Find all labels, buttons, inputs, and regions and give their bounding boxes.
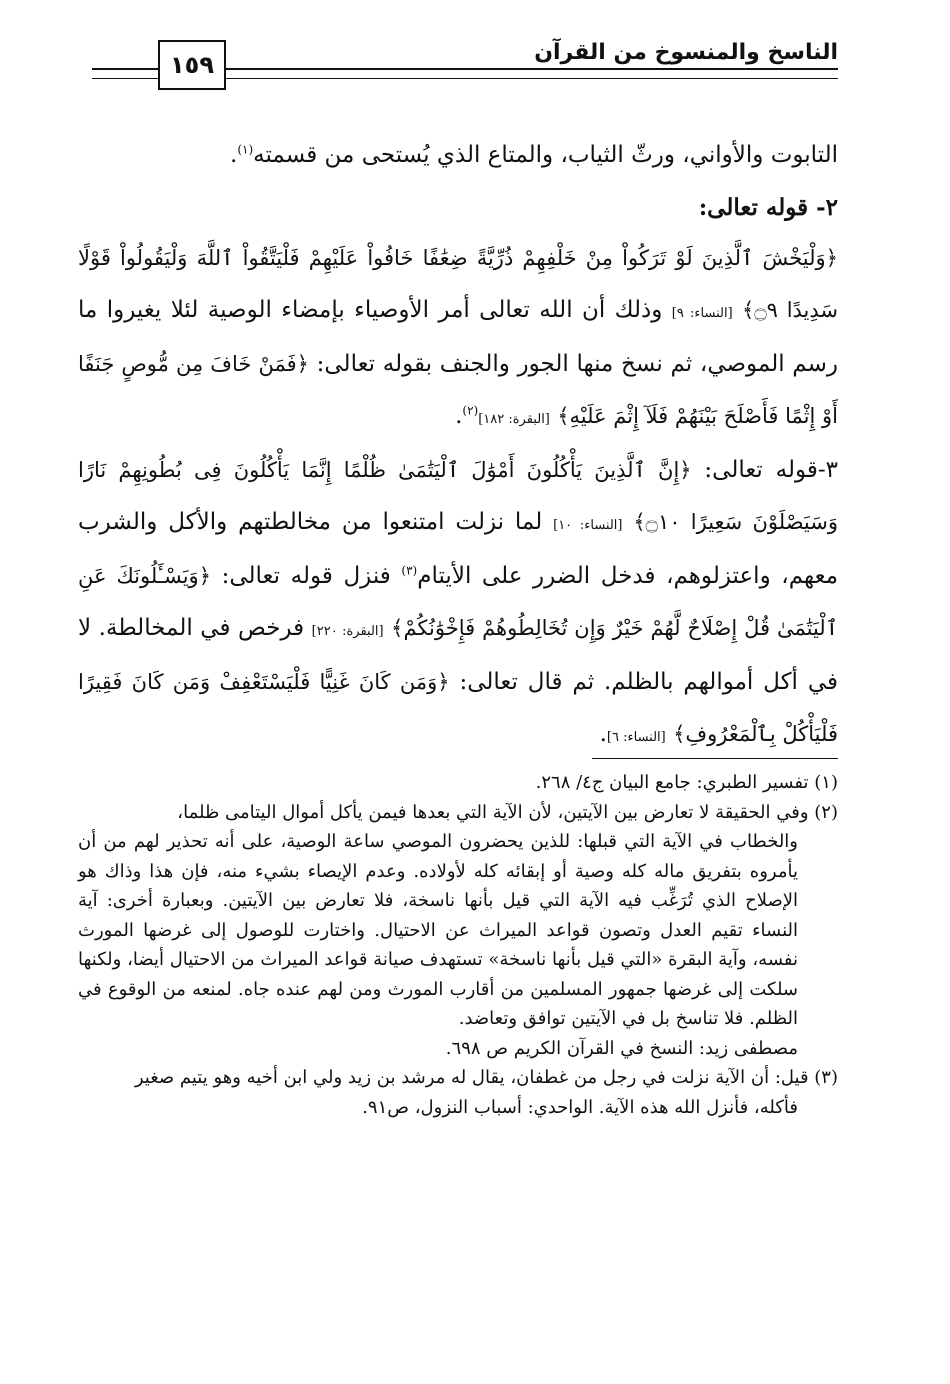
paragraph-1-text: التابوت والأواني، ورثّ الثياب، والمتاع الذي يُستحى من قسمته: [253, 142, 838, 168]
paragraph-2-text: وذلك أن الله تعالى أمر الأوصياء بإمضاء الوصية لئلا يغيروا ما رسم الموصي، ثم نسخ منها الجور والجنف بقوله تعالى:: [78, 296, 838, 377]
footnote-3: (٣) قيل: أن الآية نزلت في رجل من غطفان، يقال له مرشد بن زيد ولي ابن أخيه وهو يتيم صغير: [134, 1067, 838, 1088]
section-heading-2: ٢- قوله تعالى:: [698, 193, 838, 221]
footnotes: [78, 768, 838, 1122]
paragraph-1-end: .: [230, 142, 238, 168]
page-number: ١٥٩: [158, 40, 226, 90]
quran-verse-baqarah-220: ﴿وَيَسْـَٔلُونَكَ عَنِ ٱلْيَتَٰمَىٰ قُلْ إِصْلَاحٌ لَّهُمْ خَيْرٌ وَإِن تُخَالِطُوهُمْ فَإِخْوَٰنُكُمْ﴾: [78, 564, 838, 640]
verse-reference: [النساء: ١٠]: [553, 517, 623, 533]
quran-verse-nisa-9: ﴿وَلْيَخْشَ ٱلَّذِينَ لَوْ تَرَكُواْ مِنْ خَلْفِهِمْ ذُرِّيَّةً ضِعَٰفًا خَافُواْ عَلَيْهِمْ فَلْيَتَّقُواْ ٱللَّهَ وَلْيَقُولُواْ قَوْلًا سَدِيدًا ۝٩﴾: [78, 246, 839, 322]
paragraph-2: [78, 233, 838, 445]
footnote-marker-1: (١): [237, 142, 254, 157]
footnote-separator: [592, 758, 838, 759]
verse-reference: [النساء: ٦]: [606, 729, 666, 745]
verse-reference: [البقرة: ٢٢٠]: [311, 623, 384, 639]
footnote-3-continuation: فأكله، فأنزل الله هذه الآية. الواحدي: أسباب النزول، ص٩١.: [362, 1096, 798, 1118]
quran-verse-nisa-6: ﴿وَمَن كَانَ غَنِيًّا فَلْيَسْتَعْفِفْ وَمَن كَانَ فَقِيرًا فَلْيَأْكُلْ بِٱلْمَعْرُوفِ﴾: [78, 670, 838, 746]
quran-verse-nisa-10: ﴿إِنَّ ٱلَّذِينَ يَأْكُلُونَ أَمْوَٰلَ ٱلْيَتَٰمَىٰ ظُلْمًا إِنَّمَا يَأْكُلُونَ فِى بُطُونِهِمْ نَارًا وَسَيَصْلَوْنَ سَعِيرًا ۝١٠﴾: [78, 458, 839, 534]
verse-reference: [البقرة: ١٨٢]: [478, 411, 550, 427]
paragraph-3-text-2: فنزل قوله تعالى:: [221, 563, 391, 589]
main-text: [78, 130, 838, 763]
paragraph-3: [78, 445, 838, 763]
verse-reference: [النساء: ٩]: [671, 305, 733, 321]
paragraph-3-end: .: [599, 720, 607, 747]
quran-verse-baqarah-182: ﴿فَمَنْ خَافَ مِن مُّوصٍ جَنَفًا أَوْ إِثْمًا فَأَصْلَحَ بَيْنَهُمْ فَلَآ إِثْمَ عَلَيْهِ﴾: [78, 352, 838, 428]
footnote-marker-2: (٢): [462, 402, 479, 417]
footnote-marker-3: (٣): [401, 563, 418, 578]
paragraph-2-end: .: [455, 402, 463, 429]
paragraph-1: [78, 130, 838, 182]
running-header-title: الناسخ والمنسوخ من القرآن: [534, 40, 838, 65]
footnote-1: (١) تفسير الطبري: جامع البيان ج٤/ ٢٦٨.: [535, 772, 838, 793]
paragraph-3-lead: ٣-قوله تعالى:: [704, 457, 838, 483]
paragraph-3-text-3: فرخص في المخالطة. لا في أكل أموالهم بالظلم. ثم قال تعالى:: [78, 614, 838, 695]
footnote-2-continuation: والخطاب في الآية التي قبلها: للذين يحضرون الموصي ساعة الوصية، على أنه تحذير لهم من أن يأمروه بتفريق ماله كله وصية أو إبقائه كله لأولاده. وعدم الإيصاء بشيء منه، فإن هذا وذاك هو الإصلاح الذي تُرَغِّب فيه الآية التي قيل بأنها ناسخة، فلا تعارض بين الآيتين. وبعبارة أخرى: آية النساء تقيم العدل وتصون قواعد الميراث عن الاحتيال. واختارت للوصول إلى غرضها المورث نفسه، وآية البقرة «التي قيل بأنها ناسخة» تستهدف صيانة قواعد الميراث من الاحتيال أيضا، ولكنها سلكت إلى غرضها جمهور المسلمين من أقارب المورث ومن لهم عنده جاه. لمنعه من الوقوع في الظلم. فلا تناسخ بل في الآيتين توافق وتعاضد.: [78, 831, 798, 1029]
footnote-2: (٢) وفي الحقيقة لا تعارض بين الآيتين، لأن الآية التي بعدها فيمن يأكل أموال اليتامى ظلما،: [177, 801, 838, 823]
paragraph-3-text: لما نزلت امتنعوا من مخالطتهم والأكل والشرب معهم، واعتزلوهم، فدخل الضرر على الأيتام: [78, 508, 839, 589]
footnote-2-source: مصطفى زيد: النسخ في القرآن الكريم ص ٦٩٨.: [445, 1037, 798, 1059]
